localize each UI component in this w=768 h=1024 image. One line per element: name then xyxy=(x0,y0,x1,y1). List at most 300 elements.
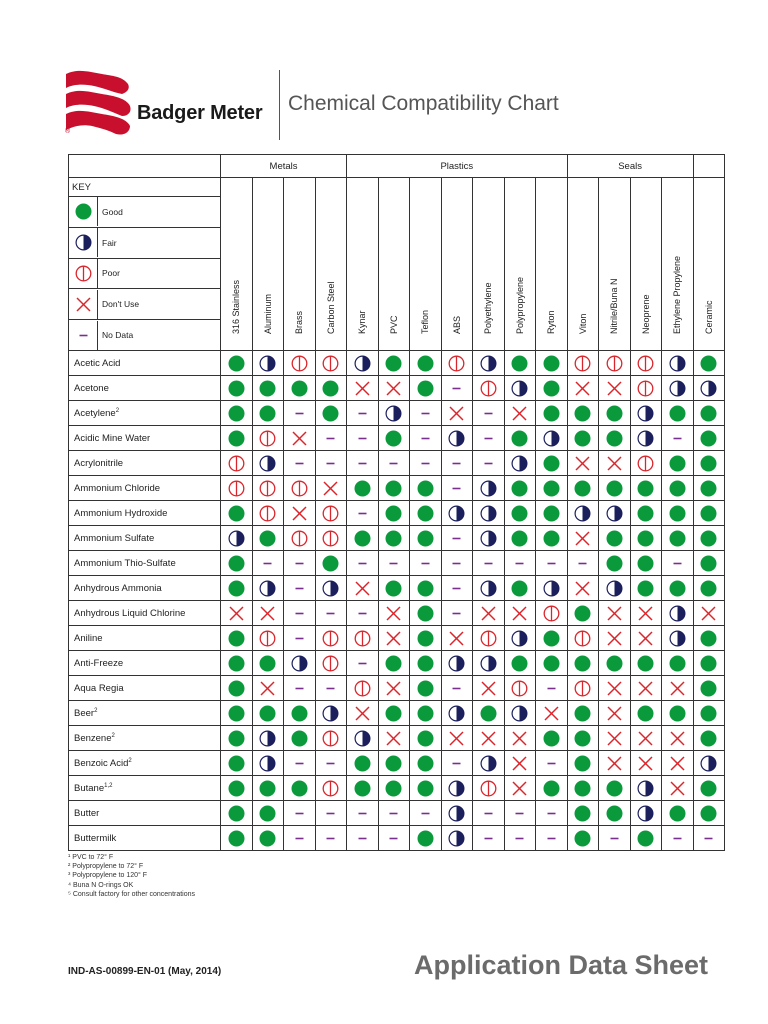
rating-cell xyxy=(347,451,379,476)
good-icon xyxy=(385,755,402,772)
key-label: Poor xyxy=(102,268,120,279)
rating-cell xyxy=(284,651,316,676)
rating-cell xyxy=(567,551,599,576)
poor-icon xyxy=(259,630,276,647)
rating-cell xyxy=(378,401,410,426)
rating-cell xyxy=(347,651,379,676)
rating-cell xyxy=(536,451,568,476)
footnote-ref: 2 xyxy=(94,707,98,714)
application-data-sheet-title: Application Data Sheet xyxy=(414,950,709,980)
table-row xyxy=(69,676,725,701)
rating-cell xyxy=(378,826,410,851)
rating-cell xyxy=(536,826,568,851)
rating-cell xyxy=(221,526,253,551)
dont-use-icon xyxy=(385,605,402,622)
rating-cell xyxy=(252,551,284,576)
fair-icon xyxy=(322,705,339,722)
poor-icon xyxy=(574,680,591,697)
good-icon xyxy=(574,780,591,797)
good-icon xyxy=(291,380,308,397)
good-icon xyxy=(543,530,560,547)
poor-icon xyxy=(637,355,654,372)
good-icon xyxy=(259,830,276,847)
chemical-name xyxy=(69,726,221,751)
fair-icon xyxy=(354,730,371,747)
poor-icon xyxy=(259,505,276,522)
good-icon xyxy=(322,405,339,422)
key-heading: KEY xyxy=(69,178,221,197)
dont-use-icon xyxy=(385,630,402,647)
rating-cell xyxy=(662,526,694,551)
table-row xyxy=(69,601,725,626)
rating-cell xyxy=(221,701,253,726)
rating-cell xyxy=(315,651,347,676)
rating-cell xyxy=(662,401,694,426)
good-icon xyxy=(354,480,371,497)
good-icon xyxy=(385,655,402,672)
rating-cell xyxy=(252,451,284,476)
dont-use-icon xyxy=(480,680,497,697)
fair-icon xyxy=(637,780,654,797)
good-icon xyxy=(574,405,591,422)
good-icon xyxy=(543,355,560,372)
rating-cell xyxy=(410,676,442,701)
good-icon xyxy=(574,655,591,672)
rating-cell xyxy=(630,701,662,726)
rating-cell xyxy=(630,401,662,426)
fair-icon xyxy=(480,480,497,497)
rating-cell xyxy=(441,351,473,376)
no-data-icon xyxy=(480,430,497,447)
column-header-label: Teflon xyxy=(420,309,431,334)
fair-icon xyxy=(669,630,686,647)
column-header xyxy=(536,178,568,351)
rating-cell xyxy=(252,601,284,626)
poor-icon xyxy=(259,480,276,497)
column-header xyxy=(378,178,410,351)
rating-cell xyxy=(693,451,725,476)
rating-cell xyxy=(284,776,316,801)
chemical-name-text: Ammonium Hydroxide xyxy=(74,507,168,519)
rating-cell xyxy=(221,551,253,576)
table-row xyxy=(69,451,725,476)
poor-icon xyxy=(228,455,245,472)
footnote: ⁴ Buna N O-rings OK xyxy=(68,881,134,889)
rating-cell xyxy=(284,376,316,401)
fair-icon xyxy=(259,455,276,472)
dont-use-icon xyxy=(606,730,623,747)
chemical-name xyxy=(69,476,221,501)
good-icon xyxy=(417,780,434,797)
rating-cell xyxy=(536,751,568,776)
good-icon xyxy=(543,730,560,747)
good-icon xyxy=(543,405,560,422)
dont-use-icon xyxy=(606,605,623,622)
good-icon xyxy=(543,655,560,672)
dont-use-icon xyxy=(511,755,528,772)
rating-cell xyxy=(347,426,379,451)
table-row xyxy=(69,826,725,851)
good-icon xyxy=(291,780,308,797)
rating-cell xyxy=(410,501,442,526)
no-data-icon xyxy=(511,555,528,572)
good-icon xyxy=(669,405,686,422)
dont-use-icon xyxy=(606,630,623,647)
table-row xyxy=(69,751,725,776)
rating-cell xyxy=(536,701,568,726)
rating-cell xyxy=(630,751,662,776)
rating-cell xyxy=(315,376,347,401)
fair-icon xyxy=(669,380,686,397)
rating-cell xyxy=(630,551,662,576)
good-icon xyxy=(606,780,623,797)
chemical-name-text: Butane xyxy=(74,782,105,794)
good-icon xyxy=(228,830,245,847)
rating-cell xyxy=(378,451,410,476)
dont-use-icon xyxy=(606,380,623,397)
rating-cell xyxy=(599,626,631,651)
column-header xyxy=(567,178,599,351)
good-icon xyxy=(259,405,276,422)
good-icon xyxy=(511,505,528,522)
good-icon xyxy=(417,530,434,547)
dont-use-icon xyxy=(480,605,497,622)
rating-cell xyxy=(630,626,662,651)
good-icon xyxy=(417,605,434,622)
good-icon xyxy=(354,755,371,772)
rating-cell xyxy=(662,426,694,451)
rating-cell xyxy=(410,651,442,676)
fair-icon xyxy=(637,805,654,822)
group-header xyxy=(69,155,221,178)
good-icon xyxy=(259,805,276,822)
dont-use-icon xyxy=(511,605,528,622)
dont-use-icon xyxy=(574,530,591,547)
chemical-name-text: Aniline xyxy=(74,632,103,644)
rating-cell xyxy=(599,476,631,501)
fair-icon xyxy=(543,580,560,597)
dont-use-icon xyxy=(637,605,654,622)
fair-icon xyxy=(511,380,528,397)
rating-cell xyxy=(536,376,568,401)
no-data-icon xyxy=(354,430,371,447)
key-item xyxy=(69,227,221,258)
rating-cell xyxy=(284,726,316,751)
rating-cell xyxy=(315,751,347,776)
good-icon xyxy=(417,680,434,697)
rating-cell xyxy=(315,401,347,426)
rating-cell xyxy=(221,351,253,376)
rating-cell xyxy=(693,626,725,651)
no-data-icon xyxy=(354,405,371,422)
table-row xyxy=(69,501,725,526)
footnote-ref: 2 xyxy=(115,407,120,414)
table-row xyxy=(69,376,725,401)
rating-cell xyxy=(567,501,599,526)
good-icon xyxy=(543,380,560,397)
rating-cell xyxy=(221,826,253,851)
rating-cell xyxy=(536,401,568,426)
rating-cell xyxy=(315,426,347,451)
good-icon xyxy=(700,555,717,572)
no-data-icon xyxy=(322,680,339,697)
rating-cell xyxy=(221,651,253,676)
no-data-icon xyxy=(448,605,465,622)
rating-cell xyxy=(630,601,662,626)
rating-cell xyxy=(284,751,316,776)
rating-cell xyxy=(252,401,284,426)
rating-cell xyxy=(378,526,410,551)
good-icon xyxy=(417,705,434,722)
table-row xyxy=(69,551,725,576)
no-data-icon xyxy=(291,405,308,422)
rating-cell xyxy=(662,601,694,626)
rating-cell xyxy=(221,401,253,426)
rating-cell xyxy=(473,776,505,801)
fair-icon xyxy=(480,530,497,547)
fair-icon xyxy=(511,630,528,647)
poor-icon xyxy=(606,355,623,372)
no-data-icon xyxy=(354,505,371,522)
no-data-icon xyxy=(75,327,92,344)
key-header-row xyxy=(69,178,725,197)
badger-meter-logo-icon xyxy=(64,70,132,136)
rating-cell xyxy=(630,451,662,476)
good-icon xyxy=(637,705,654,722)
column-header xyxy=(662,178,694,351)
fair-icon xyxy=(511,705,528,722)
header-divider xyxy=(279,70,280,140)
good-icon xyxy=(385,355,402,372)
rating-cell xyxy=(410,476,442,501)
chemical-name-text: Acetone xyxy=(74,382,109,394)
rating-cell xyxy=(504,651,536,676)
rating-cell xyxy=(410,451,442,476)
no-data-icon xyxy=(291,830,308,847)
table-row xyxy=(69,526,725,551)
rating-cell xyxy=(599,526,631,551)
dont-use-icon xyxy=(669,780,686,797)
good-icon xyxy=(606,555,623,572)
rating-cell xyxy=(630,826,662,851)
rating-cell xyxy=(473,501,505,526)
no-data-icon xyxy=(354,805,371,822)
fair-icon xyxy=(574,505,591,522)
rating-cell xyxy=(284,701,316,726)
rating-cell xyxy=(599,826,631,851)
good-icon xyxy=(417,380,434,397)
poor-icon xyxy=(511,680,528,697)
good-icon xyxy=(637,655,654,672)
rating-cell xyxy=(536,426,568,451)
rating-cell xyxy=(378,651,410,676)
key-label: Good xyxy=(102,206,123,217)
dont-use-icon xyxy=(637,755,654,772)
fair-icon xyxy=(448,780,465,797)
dont-use-icon xyxy=(322,480,339,497)
poor-icon xyxy=(291,530,308,547)
rating-cell xyxy=(441,751,473,776)
rating-cell xyxy=(315,701,347,726)
rating-cell xyxy=(504,526,536,551)
fair-icon xyxy=(480,355,497,372)
fair-icon xyxy=(259,580,276,597)
fair-icon xyxy=(448,505,465,522)
rating-cell xyxy=(441,726,473,751)
rating-cell xyxy=(347,626,379,651)
document-number: IND-AS-00899-EN-01 (May, 2014) xyxy=(68,966,222,977)
rating-cell xyxy=(567,526,599,551)
rating-cell xyxy=(441,576,473,601)
table-row xyxy=(69,801,725,826)
no-data-icon xyxy=(417,405,434,422)
no-data-icon xyxy=(354,655,371,672)
rating-cell xyxy=(504,551,536,576)
column-header-label: Carbon Steel xyxy=(325,281,336,334)
rating-cell xyxy=(567,376,599,401)
rating-cell xyxy=(504,726,536,751)
rating-cell xyxy=(252,776,284,801)
column-header xyxy=(693,178,725,351)
fair-icon xyxy=(606,580,623,597)
dont-use-icon xyxy=(606,705,623,722)
rating-cell xyxy=(441,401,473,426)
rating-cell xyxy=(441,626,473,651)
rating-cell xyxy=(630,501,662,526)
chemical-name xyxy=(69,401,221,426)
rating-cell xyxy=(378,351,410,376)
rating-cell xyxy=(221,451,253,476)
good-icon xyxy=(700,805,717,822)
rating-cell xyxy=(378,751,410,776)
poor-icon xyxy=(574,355,591,372)
rating-cell xyxy=(252,351,284,376)
rating-cell xyxy=(252,626,284,651)
no-data-icon xyxy=(700,830,717,847)
rating-cell xyxy=(599,776,631,801)
rating-cell xyxy=(378,426,410,451)
rating-cell xyxy=(347,776,379,801)
dont-use-icon xyxy=(669,730,686,747)
rating-cell xyxy=(662,376,694,401)
rating-cell xyxy=(410,776,442,801)
no-data-icon xyxy=(543,805,560,822)
dont-use-icon xyxy=(669,755,686,772)
rating-cell xyxy=(693,776,725,801)
good-icon xyxy=(700,430,717,447)
page-header xyxy=(64,68,704,140)
no-data-icon xyxy=(322,455,339,472)
dont-use-icon xyxy=(669,680,686,697)
rating-cell xyxy=(473,751,505,776)
rating-cell xyxy=(504,676,536,701)
good-icon xyxy=(669,655,686,672)
rating-cell xyxy=(284,626,316,651)
dont-use-icon xyxy=(606,755,623,772)
good-icon xyxy=(543,455,560,472)
poor-icon xyxy=(574,630,591,647)
dont-use-icon xyxy=(448,730,465,747)
rating-cell xyxy=(347,701,379,726)
dont-use-icon xyxy=(574,455,591,472)
poor-icon xyxy=(291,355,308,372)
rating-cell xyxy=(284,401,316,426)
column-header-label: Neoprene xyxy=(640,294,651,334)
group-header-row xyxy=(69,155,725,178)
registered-mark: ® xyxy=(65,128,71,135)
rating-cell xyxy=(567,751,599,776)
no-data-icon xyxy=(385,555,402,572)
fair-icon xyxy=(448,830,465,847)
dont-use-icon xyxy=(75,296,92,313)
no-data-icon xyxy=(322,605,339,622)
good-icon xyxy=(700,455,717,472)
rating-cell xyxy=(599,401,631,426)
chemical-name-text: Ammonium Thio-Sulfate xyxy=(74,557,176,569)
rating-cell xyxy=(473,626,505,651)
rating-cell xyxy=(567,626,599,651)
rating-cell xyxy=(315,576,347,601)
no-data-icon xyxy=(480,830,497,847)
rating-cell xyxy=(378,801,410,826)
rating-cell xyxy=(347,501,379,526)
rating-cell xyxy=(473,451,505,476)
poor-icon xyxy=(322,655,339,672)
chemical-name-text: Benzene xyxy=(74,732,112,744)
chemical-name xyxy=(69,526,221,551)
brand-name: Badger Meter xyxy=(137,102,263,124)
fair-icon xyxy=(480,505,497,522)
rating-cell xyxy=(252,576,284,601)
rating-cell xyxy=(441,651,473,676)
good-icon xyxy=(228,505,245,522)
fair-icon xyxy=(322,580,339,597)
rating-cell xyxy=(630,776,662,801)
rating-cell xyxy=(630,576,662,601)
rating-cell xyxy=(599,551,631,576)
rating-cell xyxy=(315,826,347,851)
rating-cell xyxy=(693,651,725,676)
fair-icon xyxy=(480,580,497,597)
no-data-icon xyxy=(448,555,465,572)
chemical-name xyxy=(69,376,221,401)
good-icon xyxy=(637,480,654,497)
no-data-icon xyxy=(543,755,560,772)
rating-cell xyxy=(441,801,473,826)
rating-cell xyxy=(599,651,631,676)
rating-cell xyxy=(441,501,473,526)
rating-cell xyxy=(221,376,253,401)
rating-cell xyxy=(536,501,568,526)
rating-cell xyxy=(252,801,284,826)
rating-cell xyxy=(221,751,253,776)
rating-cell xyxy=(441,451,473,476)
column-header xyxy=(410,178,442,351)
good-icon xyxy=(511,530,528,547)
good-icon xyxy=(574,705,591,722)
no-data-icon xyxy=(448,680,465,697)
good-icon xyxy=(228,705,245,722)
good-icon xyxy=(700,580,717,597)
rating-cell xyxy=(504,401,536,426)
rating-cell xyxy=(221,501,253,526)
rating-cell xyxy=(315,526,347,551)
chemical-name-text: Beer xyxy=(74,707,95,719)
rating-cell xyxy=(473,676,505,701)
column-header xyxy=(504,178,536,351)
no-data-icon xyxy=(322,430,339,447)
rating-cell xyxy=(504,501,536,526)
